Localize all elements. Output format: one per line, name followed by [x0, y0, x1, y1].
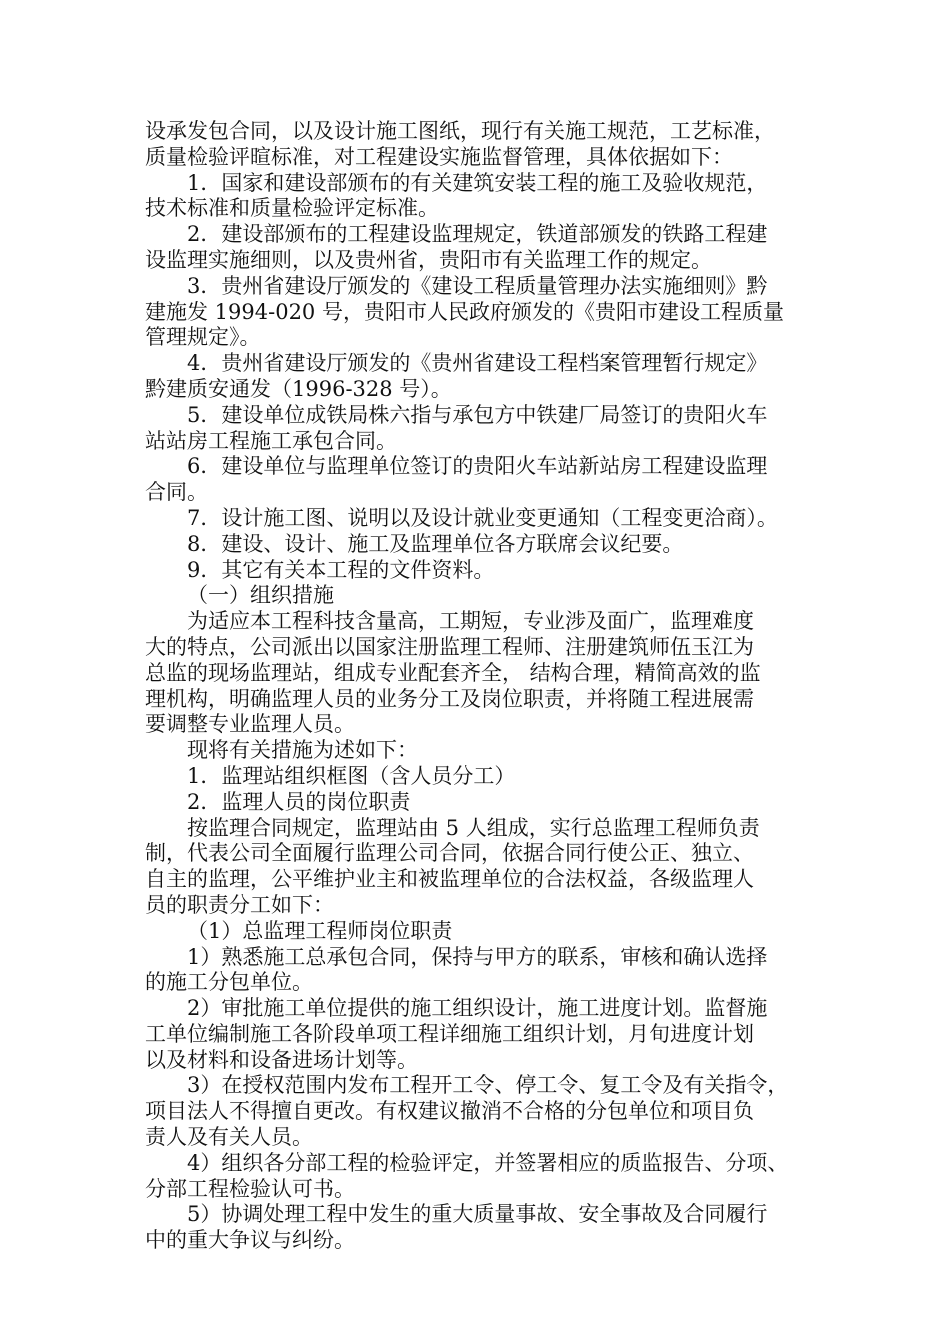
text-line: 黔建质安通发（1996-328 号）。 — [145, 376, 452, 401]
text-line: 2．建设部颁布的工程建设监理规定，铁道部颁发的铁路工程建 — [187, 222, 768, 247]
section-heading: （一）组织措施 — [187, 583, 334, 608]
text-line: 9．其它有关本工程的文件资料。 — [187, 557, 495, 582]
text-line: 2．监理人员的岗位职责 — [187, 789, 411, 814]
text-line: 中的重大争议与纠纷。 — [145, 1228, 355, 1253]
text-line: 责人及有关人员。 — [145, 1125, 313, 1150]
text-line: 要调整专业监理人员。 — [145, 712, 355, 737]
text-line: 以及材料和设备进场计划等。 — [145, 1047, 418, 1072]
text-line: 现将有关措施为述如下： — [187, 738, 418, 763]
text-line: 按监理合同规定，监理站由 5 人组成，实行总监理工程师负责 — [187, 815, 760, 840]
text-line: 2）审批施工单位提供的施工组织设计，施工进度计划。监督施 — [187, 996, 768, 1021]
text-line: 管理规定》。 — [145, 325, 261, 350]
text-line: 技术标准和质量检验评定标准。 — [145, 196, 439, 221]
document-body — [145, 119, 810, 1254]
text-line: 工单位编制施工各阶段单项工程详细施工组织计划，月旬进度计划 — [145, 1021, 754, 1046]
text-line: 自主的监理，公平维护业主和被监理单位的合法权益，各级监理人 — [145, 867, 754, 892]
text-line: 7．设计施工图、说明以及设计就业变更通知（工程变更洽商）。 — [187, 505, 778, 530]
text-line: 1．监理站组织框图（含人员分工） — [187, 763, 516, 788]
text-line: 的施工分包单位。 — [145, 970, 313, 995]
text-line: 4）组织各分部工程的检验评定，并签署相应的质监报告、分项、 — [187, 1150, 789, 1175]
text-line: 项目法人不得擅自更改。有权建议撤消不合格的分包单位和项目负 — [145, 1099, 754, 1124]
text-line: 5）协调处理工程中发生的重大质量事故、安全事故及合同履行 — [187, 1202, 768, 1227]
text-line: 建施发 1994-020 号，贵阳市人民政府颁发的《贵阳市建设工程质量 — [145, 299, 784, 324]
text-line: 1）熟悉施工总承包合同，保持与甲方的联系，审核和确认选择 — [187, 944, 768, 969]
section-heading: （1）总监理工程师岗位职责 — [187, 918, 453, 943]
text-line: 站站房工程施工承包合同。 — [145, 428, 397, 453]
text-line: 分部工程检验认可书。 — [145, 1176, 355, 1201]
text-line: 大的特点，公司派出以国家注册监理工程师、注册建筑师伍玉江为 — [145, 634, 754, 659]
text-line: 设监理实施细则，以及贵州省，贵阳市有关监理工作的规定。 — [145, 247, 712, 272]
text-line: 4．贵州省建设厅颁发的《贵州省建设工程档案管理暂行规定》 — [187, 351, 768, 376]
text-line: 1．国家和建设部颁布的有关建筑安装工程的施工及验收规范， — [187, 170, 768, 195]
text-line: 质量检验评暄标准，对工程建设实施监督管理，具体依据如下： — [145, 144, 733, 169]
text-line: 合同。 — [145, 480, 208, 505]
text-line: 8．建设、设计、施工及监理单位各方联席会议纪要。 — [187, 531, 684, 556]
text-line: 总监的现场监理站，组成专业配套齐全， 结构合理，精简高效的监 — [145, 660, 761, 685]
text-line: 5．建设单位成铁局株六指与承包方中铁建厂局签订的贵阳火车 — [187, 402, 768, 427]
text-line: 制，代表公司全面履行监理公司合同，依据合同行使公正、独立、 — [145, 841, 754, 866]
text-line: 为适应本工程科技含量高，工期短，专业涉及面广，监理难度 — [187, 609, 754, 634]
text-line: 3）在授权范围内发布工程开工令、停工令、复工令及有关指令， — [187, 1073, 789, 1098]
text-line: 员的职责分工如下： — [145, 892, 334, 917]
text-line: 3．贵州省建设厅颁发的《建设工程质量管理办法实施细则》黔 — [187, 273, 768, 298]
text-line: 6．建设单位与监理单位签订的贵阳火车站新站房工程建设监理 — [187, 454, 768, 479]
text-line: 设承发包合同，以及设计施工图纸，现行有关施工规范，工艺标准， — [145, 119, 775, 143]
text-line: 理机构，明确监理人员的业务分工及岗位职责，并将随工程进展需 — [145, 686, 754, 711]
